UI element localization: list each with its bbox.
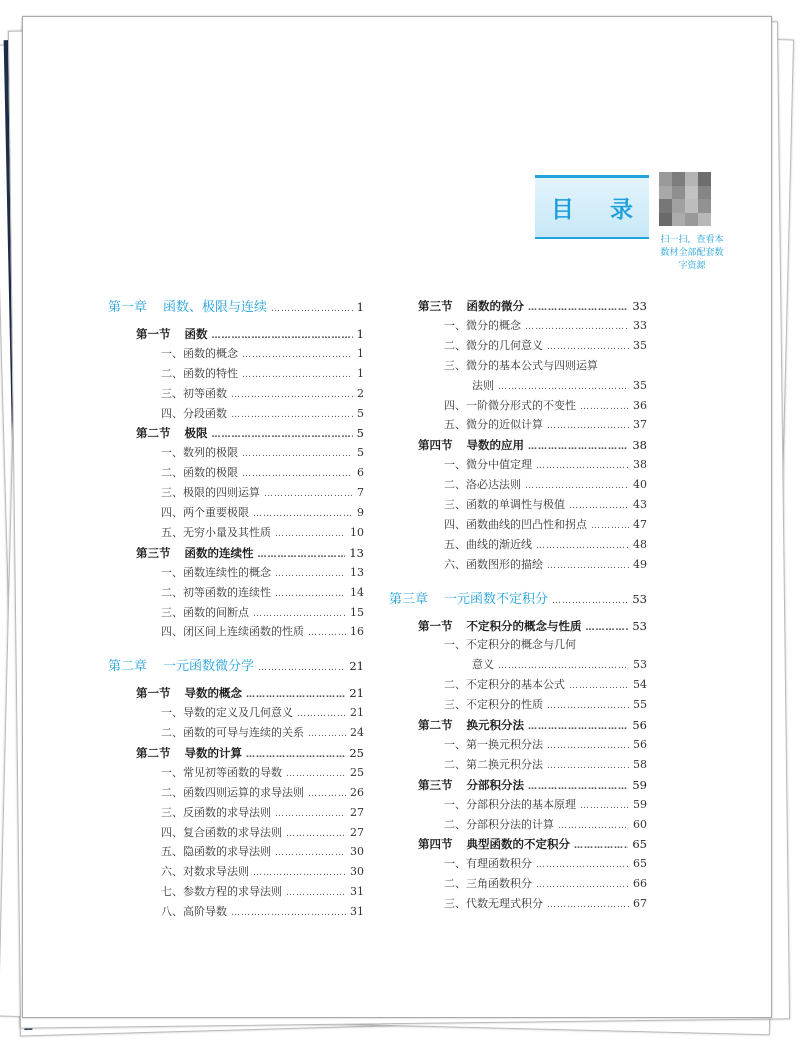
toc-label: 二、微分的几何意义 xyxy=(444,338,543,352)
page-number: 38 xyxy=(632,438,647,453)
page-number: 37 xyxy=(633,418,647,432)
page-number: 5 xyxy=(357,446,364,460)
page-number: 27 xyxy=(350,825,364,839)
toc-subsection[interactable] xyxy=(161,763,364,783)
toc-section[interactable] xyxy=(418,296,647,316)
page-number: 59 xyxy=(633,797,647,811)
leader-dots xyxy=(275,564,346,584)
toc-subsection[interactable] xyxy=(161,622,364,642)
leader-dots xyxy=(547,736,629,756)
toc-label: 四、一阶微分形式的不变性 xyxy=(444,398,576,412)
toc-label: 导数的概念 xyxy=(184,686,242,701)
page-number: 13 xyxy=(349,545,364,560)
page-number: 1 xyxy=(356,326,364,341)
toc-label: 二、第二换元积分法 xyxy=(444,757,543,771)
toc-number: 第三章 xyxy=(389,591,429,607)
leader-dots xyxy=(258,658,345,678)
toc-subsection[interactable] xyxy=(161,523,364,543)
leader-dots xyxy=(308,623,346,643)
page-number: 58 xyxy=(633,757,647,771)
toc-label: 三、极限的四则运算 xyxy=(161,486,260,500)
page-number: 5 xyxy=(356,426,364,441)
toc-label: 六、对数求导法则 xyxy=(161,865,249,879)
page-number: 15 xyxy=(350,605,364,619)
page-number: 33 xyxy=(632,299,647,313)
toc-subsection[interactable] xyxy=(444,874,647,894)
toc-label: 一、有理函数积分 xyxy=(444,857,532,871)
toc-title-banner xyxy=(535,175,649,239)
toc-label: 五、隐函数的求导法则 xyxy=(161,845,271,859)
page-number: 21 xyxy=(349,686,364,701)
toc-label: 二、函数的特性 xyxy=(161,366,238,380)
toc-label: 四、复合函数的求导法则 xyxy=(161,825,282,839)
leader-dots xyxy=(547,337,629,357)
toc-subsection[interactable] xyxy=(161,404,364,424)
leader-dots xyxy=(264,484,353,504)
toc-subsection[interactable] xyxy=(161,882,364,902)
leader-dots xyxy=(231,903,346,923)
page-number: 14 xyxy=(350,585,364,599)
page-number: 1 xyxy=(357,366,364,380)
toc-number: 第四节 xyxy=(418,438,453,453)
leader-dots xyxy=(242,444,353,464)
toc-chapter[interactable] xyxy=(108,297,364,317)
page-number: 16 xyxy=(350,625,364,639)
toc-label: 五、无穷小量及其性质 xyxy=(161,525,271,539)
toc-label: 导数的计算 xyxy=(184,745,242,760)
toc-label: 三、函数的间断点 xyxy=(161,605,249,619)
page-number: 2 xyxy=(357,386,364,400)
leader-dots xyxy=(275,843,346,863)
toc-section[interactable] xyxy=(136,543,364,563)
toc-subsection[interactable] xyxy=(161,703,364,723)
toc-subsection[interactable] xyxy=(444,515,647,535)
toc-label: 一、微分的概念 xyxy=(444,318,521,332)
toc-label: 一、分部积分法的基本原理 xyxy=(444,797,576,811)
toc-section[interactable] xyxy=(418,616,647,636)
toc-number: 第一节 xyxy=(136,326,171,341)
toc-subsection[interactable] xyxy=(444,815,647,835)
leader-dots xyxy=(308,724,346,744)
leader-dots xyxy=(558,816,629,836)
page-number: 1 xyxy=(356,300,364,314)
page-number: 21 xyxy=(350,706,364,720)
toc-subsection[interactable] xyxy=(161,344,364,364)
page-number: 56 xyxy=(632,718,647,732)
leader-dots xyxy=(275,524,346,544)
leader-dots xyxy=(536,536,629,556)
page-number: 60 xyxy=(633,817,647,831)
toc-label: 二、初等函数的连续性 xyxy=(161,585,271,599)
toc-subsection[interactable] xyxy=(444,455,647,475)
toc-subsection[interactable] xyxy=(444,675,647,695)
toc-subsection[interactable] xyxy=(472,376,647,396)
leader-dots xyxy=(498,656,629,676)
toc-label: 一、微分中值定理 xyxy=(444,458,532,472)
page-number: 30 xyxy=(350,865,364,879)
toc-subsection[interactable] xyxy=(161,842,364,862)
leader-dots xyxy=(275,804,346,824)
page-number: 9 xyxy=(357,506,364,519)
page-number: 6 xyxy=(357,466,364,480)
page-number: 49 xyxy=(633,557,647,571)
page-number: 24 xyxy=(350,726,364,739)
toc-subsection[interactable] xyxy=(444,316,647,336)
toc-label: 五、微分的近似计算 xyxy=(444,418,543,432)
toc-subsection[interactable] xyxy=(161,783,364,803)
toc-subsection[interactable] xyxy=(444,495,647,515)
toc-section[interactable] xyxy=(418,435,647,455)
page-number: 59 xyxy=(632,777,647,792)
toc-label: 函数、极限与连续 xyxy=(163,300,268,315)
toc-section[interactable] xyxy=(418,775,647,795)
toc-section[interactable] xyxy=(136,683,364,703)
toc-label: 换元积分法 xyxy=(466,718,524,732)
page-number: 43 xyxy=(633,498,647,511)
toc-number: 第三节 xyxy=(418,777,453,792)
toc-subsection[interactable] xyxy=(444,755,647,775)
toc-subsection[interactable] xyxy=(161,503,364,523)
toc-label: 二、三角函数积分 xyxy=(444,877,532,891)
page-number: 33 xyxy=(633,318,647,332)
toc-subsection[interactable] xyxy=(444,396,647,416)
toc-subsection[interactable] xyxy=(161,364,364,384)
leader-dots xyxy=(498,377,629,397)
toc-label: 函数 xyxy=(184,326,208,341)
page-number: 56 xyxy=(633,737,647,751)
toc-label: 函数的微分 xyxy=(466,299,524,313)
toc-subsection[interactable] xyxy=(444,854,647,874)
toc-section[interactable] xyxy=(136,324,364,344)
toc-label: 三、代数无理式积分 xyxy=(444,897,543,911)
toc-number: 第一节 xyxy=(418,618,453,633)
leader-dots xyxy=(253,863,346,883)
leader-dots xyxy=(231,385,353,405)
page-number: 53 xyxy=(632,591,647,606)
toc-label: 三、反函数的求导法则 xyxy=(161,805,271,819)
toc-number: 第三节 xyxy=(136,545,171,560)
qr-caption: 扫一扫，查看本数材全部配套数字资源 xyxy=(660,235,724,271)
toc-label: 四、闭区间上连续函数的性质 xyxy=(161,625,304,639)
toc-section[interactable] xyxy=(136,423,364,443)
toc-subsection[interactable] xyxy=(444,635,647,655)
leader-dots xyxy=(286,764,346,784)
toc-chapter[interactable] xyxy=(389,589,647,609)
toc-subsection[interactable] xyxy=(444,894,647,914)
toc-number: 第四节 xyxy=(418,837,453,852)
page-number: 30 xyxy=(350,845,364,859)
page-number: 48 xyxy=(633,537,647,551)
toc-label: 五、曲线的渐近线 xyxy=(444,537,532,551)
toc-section[interactable] xyxy=(418,834,647,854)
page-number: 5 xyxy=(357,406,364,420)
toc-label: 不定积分的概念与性质 xyxy=(466,618,582,633)
toc-subsection[interactable] xyxy=(472,655,647,675)
page-number: 54 xyxy=(633,678,647,692)
toc-label: 分部积分法 xyxy=(466,777,524,792)
toc-subsection[interactable] xyxy=(444,356,647,376)
leader-dots xyxy=(569,676,629,696)
toc-label: 函数的连续性 xyxy=(184,545,254,560)
toc-subsection[interactable] xyxy=(161,823,364,843)
toc-subsection[interactable] xyxy=(444,415,647,435)
leader-dots xyxy=(242,365,353,385)
toc-label: 八、高阶导数 xyxy=(161,905,227,919)
leader-dots xyxy=(580,796,629,816)
toc-label: 三、初等函数 xyxy=(161,386,227,400)
leader-dots xyxy=(536,875,629,895)
page-number: 55 xyxy=(633,698,647,712)
toc-label: 四、两个重要极限 xyxy=(161,506,249,519)
leader-dots xyxy=(569,496,629,516)
page-number: 25 xyxy=(349,745,364,760)
page-number: 53 xyxy=(633,658,647,672)
leader-dots xyxy=(275,584,346,604)
page-title: 目 录 xyxy=(550,197,647,223)
page-number: 31 xyxy=(350,885,364,899)
toc-label: 法则 xyxy=(472,378,494,392)
toc-label: 一、函数连续性的概念 xyxy=(161,565,271,579)
page-number: 40 xyxy=(633,478,647,492)
page-number: 27 xyxy=(350,805,364,819)
page-number: 47 xyxy=(633,517,647,531)
leader-dots xyxy=(286,824,346,844)
page-number: 31 xyxy=(350,905,364,919)
toc-label: 一元函数微分学 xyxy=(163,659,255,675)
toc-subsection[interactable] xyxy=(444,795,647,815)
page-number: 10 xyxy=(350,525,364,539)
leader-dots xyxy=(580,397,629,417)
toc-label: 二、函数的可导与连续的关系 xyxy=(161,726,304,739)
toc-number: 第二节 xyxy=(418,718,453,732)
toc-section[interactable] xyxy=(136,743,364,763)
toc-label: 二、分部积分法的计算 xyxy=(444,817,554,831)
toc-label: 二、函数的极限 xyxy=(161,466,238,480)
toc-number: 第一节 xyxy=(136,686,171,701)
page-number: 13 xyxy=(350,565,364,579)
leader-dots xyxy=(536,456,629,476)
leader-dots xyxy=(525,476,629,496)
page-number: 66 xyxy=(633,877,647,891)
page-number: 35 xyxy=(633,378,647,392)
leader-dots xyxy=(547,895,629,915)
toc-subsection[interactable] xyxy=(161,384,364,404)
page-number: 26 xyxy=(350,785,364,799)
toc-label: 一、函数的概念 xyxy=(161,346,238,360)
page-number: 36 xyxy=(633,398,647,412)
toc-subsection[interactable] xyxy=(161,463,364,483)
leader-dots xyxy=(297,704,346,724)
page xyxy=(22,16,772,1018)
toc-subsection[interactable] xyxy=(161,583,364,603)
leader-dots xyxy=(525,317,629,337)
toc-subsection[interactable] xyxy=(444,695,647,715)
toc-section[interactable] xyxy=(418,715,647,735)
toc-label: 一、导数的定义及几何意义 xyxy=(161,706,293,720)
qr-code-icon[interactable] xyxy=(659,172,711,226)
toc-label: 一、不定积分的概念与几何 xyxy=(444,638,576,652)
page-number: 35 xyxy=(633,338,647,352)
page-number: 21 xyxy=(349,659,364,674)
toc-label: 四、分段函数 xyxy=(161,406,227,420)
leader-dots xyxy=(547,556,629,576)
toc-label: 六、函数图形的描绘 xyxy=(444,557,543,571)
toc-subsection[interactable] xyxy=(444,336,647,356)
leader-dots xyxy=(552,591,628,611)
toc-label: 极限 xyxy=(184,426,208,441)
page-number: 38 xyxy=(633,458,647,472)
leader-dots xyxy=(547,416,629,436)
toc-label: 一、第一换元积分法 xyxy=(444,737,543,751)
toc-subsection[interactable] xyxy=(161,862,364,882)
toc-label: 一元函数不定积分 xyxy=(444,591,549,607)
page-number: 53 xyxy=(632,618,647,633)
toc-number: 第一章 xyxy=(108,300,148,315)
leader-dots xyxy=(271,299,353,319)
toc-label: 二、洛必达法则 xyxy=(444,478,521,492)
page-number: 1 xyxy=(357,346,364,360)
toc-number: 第二节 xyxy=(136,426,171,441)
leader-dots xyxy=(536,855,629,875)
toc-subsection[interactable] xyxy=(444,555,647,575)
toc-chapter[interactable] xyxy=(108,656,364,676)
leader-dots xyxy=(547,756,629,776)
page-number: 65 xyxy=(632,837,647,852)
toc-number: 第二节 xyxy=(136,745,171,760)
toc-label: 三、函数的单调性与极值 xyxy=(444,498,565,511)
toc-label: 三、不定积分的性质 xyxy=(444,698,543,712)
leader-dots xyxy=(308,784,346,804)
toc-subsection[interactable] xyxy=(161,563,364,583)
page-number: 7 xyxy=(357,486,364,500)
leader-dots xyxy=(231,405,353,425)
toc-label: 一、数列的极限 xyxy=(161,446,238,460)
leader-dots xyxy=(591,516,629,536)
leader-dots xyxy=(242,464,353,484)
toc-label: 四、函数曲线的凹凸性和拐点 xyxy=(444,517,587,531)
toc-label: 一、常见初等函数的导数 xyxy=(161,765,282,779)
toc-label: 导数的应用 xyxy=(466,438,524,453)
leader-dots xyxy=(253,604,346,624)
toc-label: 二、函数四则运算的求导法则 xyxy=(161,785,304,799)
page-number: 65 xyxy=(633,857,647,871)
toc-subsection[interactable] xyxy=(161,723,364,743)
toc-subsection[interactable] xyxy=(161,803,364,823)
leader-dots xyxy=(242,345,353,365)
page-number: 25 xyxy=(350,765,364,779)
toc-subsection[interactable] xyxy=(161,443,364,463)
toc-number: 第二章 xyxy=(108,659,148,675)
toc-subsection[interactable] xyxy=(161,902,364,922)
toc-subsection[interactable] xyxy=(444,735,647,755)
toc-subsection[interactable] xyxy=(444,535,647,555)
toc-number: 第三节 xyxy=(418,299,453,313)
toc-label: 二、不定积分的基本公式 xyxy=(444,678,565,692)
toc-label: 意义 xyxy=(472,658,494,672)
leader-dots xyxy=(286,883,346,903)
toc-subsection[interactable] xyxy=(161,603,364,623)
toc-label: 七、参数方程的求导法则 xyxy=(161,885,282,899)
page-number: 67 xyxy=(633,897,647,911)
toc-label: 三、微分的基本公式与四则运算 xyxy=(444,358,598,372)
toc-subsection[interactable] xyxy=(444,475,647,495)
toc-label: 典型函数的不定积分 xyxy=(466,837,570,852)
leader-dots xyxy=(253,504,353,524)
leader-dots xyxy=(547,696,629,716)
toc-subsection[interactable] xyxy=(161,483,364,503)
